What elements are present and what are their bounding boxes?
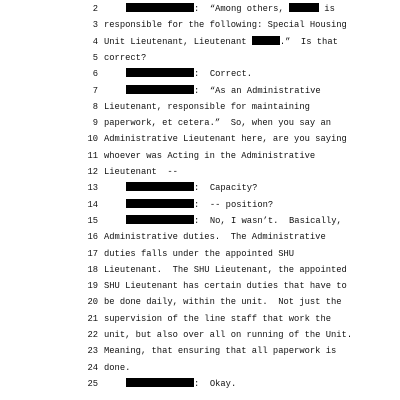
redacted-speaker-name xyxy=(126,199,194,208)
line-text xyxy=(104,231,326,243)
line-text xyxy=(104,36,338,48)
line-text xyxy=(104,362,130,374)
line-number: 23 xyxy=(87,346,98,357)
text-run: SHU Lieutenant has certain duties that have to xyxy=(104,281,347,292)
transcript-line xyxy=(0,362,400,374)
line-text xyxy=(104,329,352,341)
line-number: 14 xyxy=(87,199,98,210)
redacted-speaker-name xyxy=(126,85,194,94)
line-text xyxy=(126,68,252,80)
text-run: done. xyxy=(104,362,131,373)
line-number: 7 xyxy=(92,85,98,96)
line-text xyxy=(104,101,310,113)
text-run: responsible for the following: Special Housing xyxy=(104,20,347,31)
line-number: 25 xyxy=(87,378,98,389)
line-text xyxy=(126,3,335,15)
transcript-line xyxy=(0,85,400,97)
line-number: 13 xyxy=(87,183,98,194)
line-number: 21 xyxy=(87,313,98,324)
transcript-line xyxy=(0,3,400,15)
transcript-line xyxy=(0,150,400,162)
text-run: : Okay. xyxy=(194,378,237,389)
text-run: : No, I wasn’t. Basically, xyxy=(194,215,342,226)
text-run: whoever was Acting in the Administrative xyxy=(104,150,316,161)
text-run: correct? xyxy=(104,52,147,63)
line-text xyxy=(104,52,146,64)
text-run: Meaning, that ensuring that all paperwork is xyxy=(104,346,337,357)
text-run: duties falls under the appointed SHU xyxy=(104,248,295,259)
transcript-line xyxy=(0,166,400,178)
line-number: 12 xyxy=(87,167,98,177)
text-run: paperwork, et cetera.” So, when you say an xyxy=(104,118,331,129)
transcript-line xyxy=(0,329,400,341)
redacted-speaker-name xyxy=(126,182,194,191)
line-text xyxy=(104,133,347,145)
transcript-line xyxy=(0,345,400,357)
transcript-line xyxy=(0,133,400,145)
line-number: 19 xyxy=(87,281,98,292)
transcript-line xyxy=(0,313,400,325)
text-run: be done daily, within the unit. Not just the xyxy=(104,297,342,308)
text-run: Lieutenant. The SHU Lieutenant, the appointed xyxy=(104,264,347,275)
text-run: Administrative Lieutenant here, are you saying xyxy=(104,134,347,145)
line-text xyxy=(104,313,331,325)
line-text xyxy=(104,264,347,276)
line-text xyxy=(104,19,347,31)
transcript-line xyxy=(0,182,400,194)
text-run: Administrative duties. The Administrative xyxy=(104,232,326,243)
line-number: 24 xyxy=(87,362,98,373)
redacted-speaker-name xyxy=(126,68,194,77)
line-text xyxy=(104,166,178,178)
line-text xyxy=(126,199,273,211)
line-text xyxy=(126,182,257,194)
line-text xyxy=(104,248,294,260)
text-run: : Correct. xyxy=(194,69,253,80)
text-run: .” Is that xyxy=(279,36,338,47)
line-number: 2 xyxy=(92,4,98,14)
transcript-line xyxy=(0,52,400,64)
line-number: 5 xyxy=(92,52,98,63)
line-text xyxy=(104,117,331,129)
transcript-line xyxy=(0,264,400,276)
redacted-name xyxy=(289,3,319,12)
transcript-line xyxy=(0,296,400,308)
line-text xyxy=(126,215,342,227)
transcript-line xyxy=(0,68,400,80)
line-number: 16 xyxy=(87,232,98,243)
line-text xyxy=(126,378,236,390)
line-number: 3 xyxy=(92,20,98,31)
line-number: 20 xyxy=(87,297,98,308)
transcript-line xyxy=(0,280,400,292)
transcript-line xyxy=(0,36,400,48)
text-run: : Capacity? xyxy=(194,183,258,194)
text-run: is xyxy=(319,4,335,14)
line-text xyxy=(104,345,336,357)
text-run: Unit Lieutenant, Lieutenant xyxy=(104,36,252,47)
line-text xyxy=(104,280,347,292)
redacted-name xyxy=(252,36,280,45)
line-number: 18 xyxy=(87,264,98,275)
redacted-speaker-name xyxy=(126,215,194,224)
line-text xyxy=(126,85,321,97)
line-number: 9 xyxy=(92,118,98,129)
line-number: 8 xyxy=(92,101,98,112)
transcript-line xyxy=(0,378,400,390)
transcript-line xyxy=(0,248,400,260)
line-number: 6 xyxy=(92,69,98,80)
text-run: : “As an Administrative xyxy=(194,85,321,96)
transcript-line xyxy=(0,101,400,113)
line-number: 17 xyxy=(87,248,98,259)
line-number: 11 xyxy=(87,150,98,161)
line-text xyxy=(104,150,315,162)
line-text xyxy=(104,296,342,308)
transcript-line xyxy=(0,215,400,227)
text-run: Lieutenant, responsible for maintaining xyxy=(104,101,310,112)
line-number: 22 xyxy=(87,330,98,340)
transcript-line xyxy=(0,231,400,243)
redacted-speaker-name xyxy=(126,378,194,387)
text-run: supervision of the line staff that work the xyxy=(104,313,331,324)
line-number: 10 xyxy=(87,134,98,145)
text-run: Lieutenant -- xyxy=(104,167,178,177)
line-number: 15 xyxy=(87,215,98,226)
line-number: 4 xyxy=(92,36,98,47)
text-run: unit, but also over all on running of the Unit. xyxy=(104,330,353,340)
redacted-speaker-name xyxy=(126,3,194,12)
text-run: : “Among others, xyxy=(194,4,290,14)
transcript-line xyxy=(0,117,400,129)
transcript-line xyxy=(0,19,400,31)
transcript-line xyxy=(0,199,400,211)
text-run: : -- position? xyxy=(194,199,274,210)
